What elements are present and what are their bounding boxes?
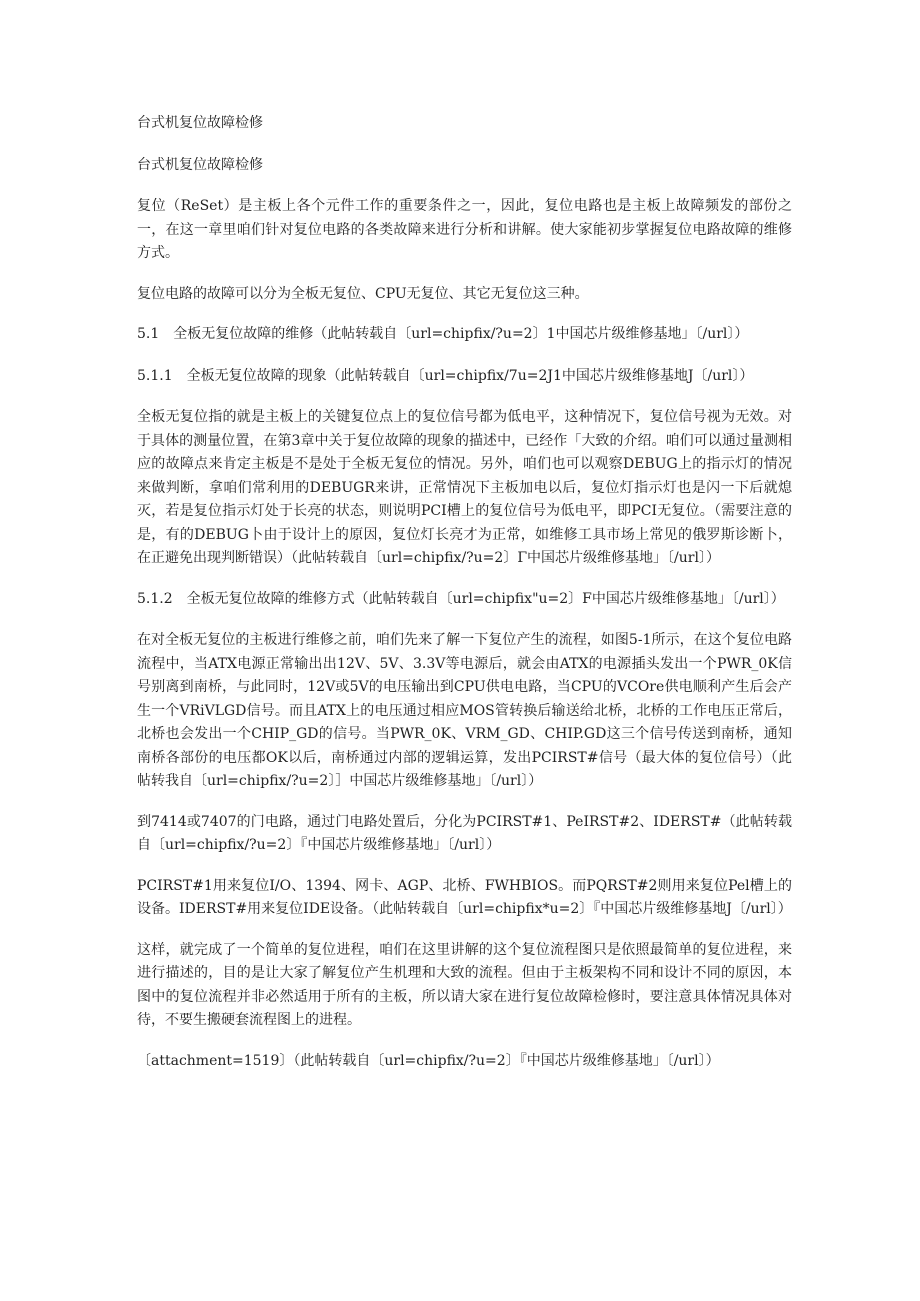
document-body (137, 112, 792, 1090)
paragraph-attachment: 〔attachment=1519〕（此帖转载自〔url=chipfix/?u=2〕『中国芯片级维修基地」〔/url〕） (137, 1052, 720, 1069)
paragraph-pcirst-usage: PCIRST#1用来复位I/O、1394、网卡、AGP、北桥、FWHBIOS。而PQRST#2则用来复位Pel槽上的设备。IDERST#用来复位IDE设备。（此帖转载自〔url=chipfix*u=2〕『中国芯片级维修基地J〔/url〕） (137, 877, 792, 917)
paragraph-gate-circuit: 到7414或7407的门电路，通过门电路处置后，分化为PCIRST#1、PeIRST#2、IDERST#（此帖转载自〔url=chipfix/?u=2〕『中国芯片级维修基地」〔/url〕） (137, 813, 792, 853)
paragraph-reset-flow: 在对全板无复位的主板进行维修之前，咱们先来了解一下复位产生的流程，如图5-1所示，在这个复位电路流程中，当ATX电源正常输出出12V、5V、3.3V等电源后，就会由ATX的电源插头发出一个PWR_0K信号别离到南桥，与此同时，12V或5V的电压输出到CPU供电电路，当CPU的VCOre供电顺利产生后会产生一个VRiVLGD信号。而且ATX上的电压通过相应MOS管转换后输送给北桥，北桥的工作电压正常后，北桥也会发出一个CHIP_GD的信号。当PWR_0K、VRM_GD、CHIP.GD这三个信号传送到南桥，通知南桥各部份的电压都OK以后，南桥通过内部的逻辑运算，发出PCIRST#信号（最大体的复位信号）（此帖转我自〔url=chipfix/?u=2〕］中国芯片级维修基地」〔/url〕） (137, 632, 792, 789)
paragraph-fault-types: 复位电路的故障可以分为全板无复位、CPU无复位、其它无复位这三种。 (137, 285, 589, 302)
paragraph-intro: 复位（ReSet）是主板上各个元件工作的重要条件之一，因此，复位电路也是主板上故障频发的部份之一，在这一章里咱们针对复位电路的各类故障来进行分析和讲解。使大家能初步掌握复位电路故障的维修方式。 (137, 198, 792, 261)
paragraph-summary: 这样，就完成了一个简单的复位进程，咱们在这里讲解的这个复位流程图只是依照最简单的复位进程，来进行描述的，目的是让大家了解复位产生机理和大致的流程。但由于主板架构不同和设计不同的原因，本图中的复位流程并非必然适用于所有的主板，所以请大家在进行复位故障检修时，要注意具体情况具体对待，不要生搬硬套流程图上的进程。 (137, 941, 792, 1028)
section-heading-5-1-1: 5.1.1 全板无复位故障的现象（此帖转载自〔url=chipfix/7u=2J1中国芯片级维修基地J〔/url〕） (137, 367, 754, 384)
section-heading-5-1: 5.1 全板无复位故障的维修（此帖转载自〔url=chipfix/?u=2〕1中国芯片级维修基地」〔/url〕） (137, 326, 749, 342)
document-title: 台式机复位故障检修 (137, 115, 263, 131)
document-subtitle: 台式机复位故障检修 (137, 156, 263, 173)
section-heading-5-1-2: 5.1.2 全板无复位故障的维修方式（此帖转载自〔url=chipfix"u=2〕F中国芯片级维修基地」〔/url〕） (137, 590, 785, 607)
paragraph-phenomenon: 全板无复位指的就是主板上的关键复位点上的复位信号都为低电平，这种情况下，复位信号视为无效。对于具体的测量位置，在第3章中关于复位故障的现象的描述中，已经作「大致的介绍。咱们可以通过量测相应的故障点来肯定主板是不是处于全板无复位的情况。另外，咱们也可以观察DEBUG上的指示灯的情况来做判断，拿咱们常利用的DEBUGR来讲，正常情况下主板加电以后，复位灯指示灯也是闪一下后就熄灭，若是复位指示灯处于长亮的状态，则说明PCI槽上的复位信号为低电平，即PCI无复位。（需要注意的是，有的DEBUG卜由于设计上的原因，复位灯长亮才为正常，如维修工具市场上常见的俄罗斯诊断卜，在正避免出现判断错误）（此帖转载自〔url=chipfix/?u=2〕Γ中国芯片级维修基地」〔/url〕） (137, 409, 792, 566)
